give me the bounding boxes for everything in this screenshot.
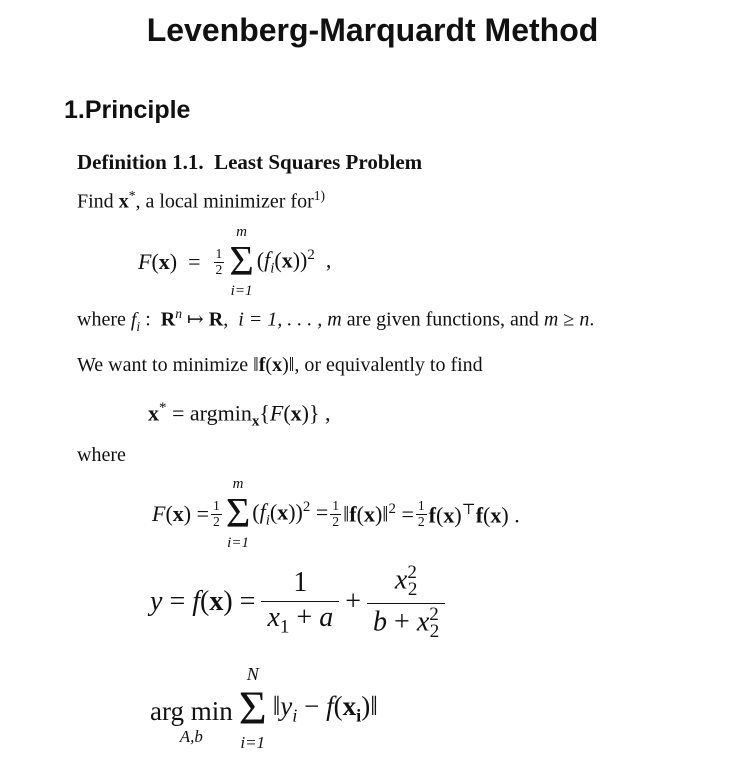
formula-fit-objective: arg min A,b N Σ i=1 $‖y_i$ − $f(x_i)‖$ — [150, 664, 378, 752]
find-suffix: , a local minimizer for — [135, 190, 314, 213]
arg-min-label: arg min — [150, 696, 233, 726]
want-sentence: We want to minimize ‖f(x)‖, or equivalently to find — [77, 354, 483, 376]
argmin-label: argmin — [189, 400, 252, 426]
page-title: Levenberg-Marquardt Method — [146, 12, 599, 48]
definition-name: Least Squares Problem — [214, 150, 423, 174]
where-sentence: where $f_i$ : $R^n$ ↦ R, i = 1, . . . , m are given functions, and m ≥ n. — [77, 306, 595, 334]
find-prefix: Find — [77, 190, 114, 213]
formula-objective-expanded: F(x) = $\frac{1}{2}$ m Σ i=1 $(f_i(x))^2$ = $\frac{1}{2}$ ‖f(x)‖$^2$ = $\frac{1}{2}$ f(x)⊤f(x) . — [152, 476, 520, 551]
arg-min-subscript: A,b — [179, 727, 203, 746]
want-suffix: , or equivalently to find — [294, 354, 483, 376]
find-sentence: Find x*, a local minimizer for$^{1)}$ — [77, 188, 326, 213]
formula-objective: F(x) = $\frac{1}{2}$ m Σ i=1 $(f_i(x))^2$ , — [138, 224, 332, 299]
want-prefix: We want to minimize — [77, 354, 249, 376]
sum-upper-limit: m — [236, 224, 247, 240]
sum-lower-limit-3: i=1 — [240, 733, 266, 752]
sum-lower-limit: i=1 — [230, 283, 253, 299]
formula-argmin: x* = argmin$_x${F(x)} , — [148, 400, 331, 430]
index-range: i = 1, . . . , m — [238, 308, 342, 331]
where-prefix: where — [77, 308, 126, 331]
sum-upper-limit-2: m — [232, 476, 244, 492]
sum-lower-limit-2: i=1 — [227, 535, 249, 551]
formula-model: y = f(x) = $\frac{1}{x_1 + a}$ + $\frac{x^2_2}{b + x^2_2}$ — [150, 562, 445, 643]
section-heading: 1.Principle — [64, 96, 191, 124]
sum-upper-limit-N: N — [246, 664, 259, 684]
footnote-marker: 1) — [313, 188, 326, 203]
where-label: where — [77, 444, 126, 466]
definition-label: Definition 1.1. — [77, 150, 204, 174]
definition-heading — [77, 150, 422, 175]
given-functions-text: are given functions, and — [346, 308, 539, 331]
